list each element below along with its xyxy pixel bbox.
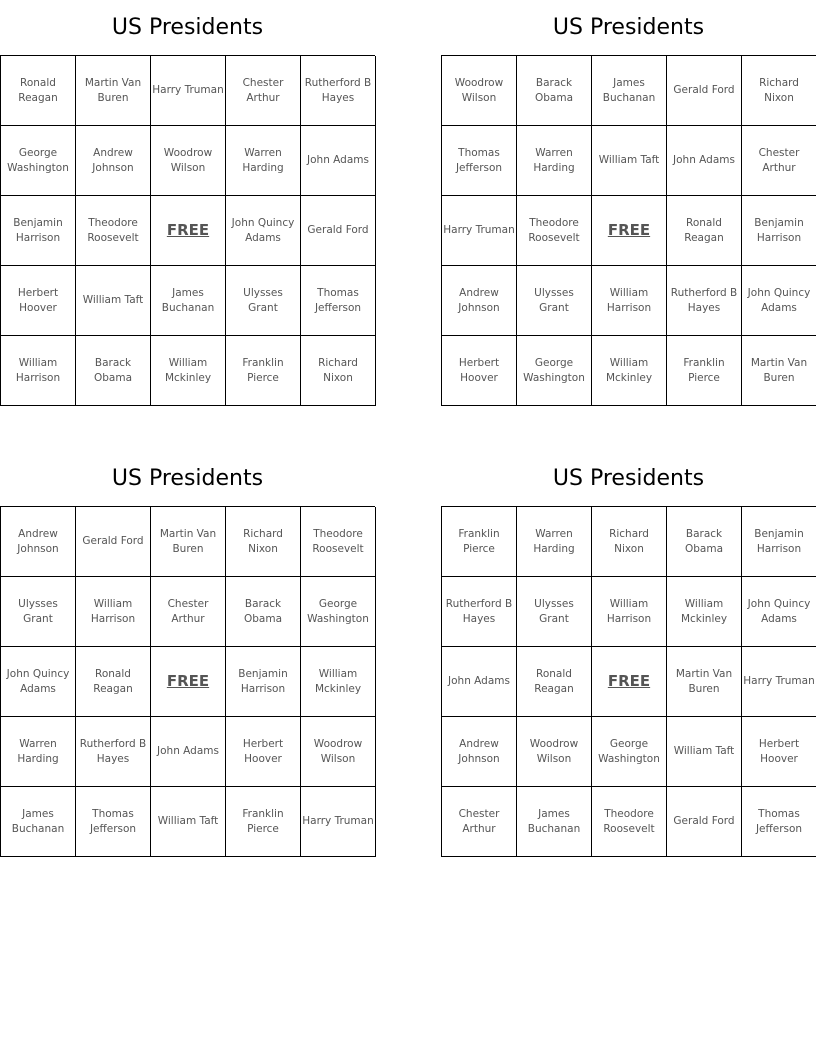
bingo-cell: Woodrow Wilson <box>151 126 226 196</box>
bingo-cell: Franklin Pierce <box>667 336 742 406</box>
bingo-cell: Martin Van Buren <box>742 336 816 406</box>
bingo-cell: Richard Nixon <box>742 56 816 126</box>
bingo-cell: Benjamin Harrison <box>742 507 816 577</box>
bingo-cell: Rutherford B Hayes <box>301 56 376 126</box>
bingo-cell: Herbert Hoover <box>226 717 301 787</box>
bingo-cell: Richard Nixon <box>226 507 301 577</box>
bingo-cell: William Harrison <box>592 577 667 647</box>
bingo-cell: Ronald Reagan <box>1 56 76 126</box>
bingo-cell: John Quincy Adams <box>742 266 816 336</box>
bingo-cell: Theodore Roosevelt <box>301 507 376 577</box>
bingo-cell: John Adams <box>442 647 517 717</box>
bingo-cell: Herbert Hoover <box>742 717 816 787</box>
bingo-cell: Franklin Pierce <box>226 787 301 857</box>
bingo-cell: William Mckinley <box>667 577 742 647</box>
bingo-cell: William Taft <box>592 126 667 196</box>
free-space: FREE <box>592 647 667 717</box>
bingo-cell: Harry Truman <box>442 196 517 266</box>
bingo-cell: Theodore Roosevelt <box>517 196 592 266</box>
bingo-cell: John Adams <box>151 717 226 787</box>
bingo-cell: Chester Arthur <box>151 577 226 647</box>
bingo-cell: William Mckinley <box>592 336 667 406</box>
bingo-cell: Ronald Reagan <box>76 647 151 717</box>
bingo-cell: James Buchanan <box>592 56 667 126</box>
bingo-cell: Benjamin Harrison <box>226 647 301 717</box>
bingo-cell: Barack Obama <box>226 577 301 647</box>
bingo-cell: William Taft <box>76 266 151 336</box>
bingo-cell: Harry Truman <box>151 56 226 126</box>
bingo-cell: Chester Arthur <box>226 56 301 126</box>
bingo-cell: Thomas Jefferson <box>76 787 151 857</box>
bingo-cell: William Taft <box>151 787 226 857</box>
bingo-cell: Chester Arthur <box>442 787 517 857</box>
bingo-cell: John Quincy Adams <box>1 647 76 717</box>
bingo-cell: Andrew Johnson <box>442 717 517 787</box>
bingo-cell: Ronald Reagan <box>667 196 742 266</box>
bingo-cell: Chester Arthur <box>742 126 816 196</box>
bingo-cell: Gerald Ford <box>301 196 376 266</box>
bingo-cell: Theodore Roosevelt <box>76 196 151 266</box>
bingo-card-3 <box>0 451 375 857</box>
bingo-cell: William Taft <box>667 717 742 787</box>
bingo-cell: Ulysses Grant <box>517 266 592 336</box>
bingo-cell: George Washington <box>517 336 592 406</box>
bingo-grid <box>0 55 375 406</box>
bingo-grid <box>0 506 375 857</box>
bingo-cell: Benjamin Harrison <box>742 196 816 266</box>
bingo-cell: Thomas Jefferson <box>742 787 816 857</box>
bingo-cell: William Mckinley <box>301 647 376 717</box>
bingo-cell: Warren Harding <box>1 717 76 787</box>
bingo-cell: Ronald Reagan <box>517 647 592 717</box>
bingo-cell: John Adams <box>667 126 742 196</box>
bingo-cell: William Harrison <box>76 577 151 647</box>
free-space: FREE <box>151 647 226 717</box>
bingo-cell: Ulysses Grant <box>1 577 76 647</box>
bingo-cell: George Washington <box>301 577 376 647</box>
card-title: US Presidents <box>552 466 705 491</box>
bingo-cell: John Adams <box>301 126 376 196</box>
card-title: US Presidents <box>111 466 264 491</box>
bingo-cell: Rutherford B Hayes <box>76 717 151 787</box>
bingo-cell: Warren Harding <box>517 126 592 196</box>
bingo-card-1 <box>0 0 375 406</box>
bingo-cell: Gerald Ford <box>667 56 742 126</box>
bingo-cell: Martin Van Buren <box>151 507 226 577</box>
bingo-cell: James Buchanan <box>1 787 76 857</box>
bingo-cell: Richard Nixon <box>592 507 667 577</box>
bingo-cell: Rutherford B Hayes <box>667 266 742 336</box>
bingo-cell: Woodrow Wilson <box>442 56 517 126</box>
bingo-cell: Andrew Johnson <box>442 266 517 336</box>
bingo-grid <box>441 506 816 857</box>
bingo-cell: Andrew Johnson <box>76 126 151 196</box>
bingo-cell: Martin Van Buren <box>667 647 742 717</box>
bingo-card-4 <box>441 451 816 857</box>
bingo-cell: George Washington <box>1 126 76 196</box>
bingo-cell: Benjamin Harrison <box>1 196 76 266</box>
bingo-cell: John Quincy Adams <box>742 577 816 647</box>
bingo-cell: Richard Nixon <box>301 336 376 406</box>
bingo-cell: Woodrow Wilson <box>301 717 376 787</box>
bingo-cell: Thomas Jefferson <box>301 266 376 336</box>
free-space: FREE <box>151 196 226 266</box>
bingo-cell: Ulysses Grant <box>226 266 301 336</box>
bingo-card-2 <box>441 0 816 406</box>
bingo-cell: George Washington <box>592 717 667 787</box>
bingo-cell: Harry Truman <box>301 787 376 857</box>
bingo-cell: Barack Obama <box>76 336 151 406</box>
bingo-cell: Warren Harding <box>226 126 301 196</box>
bingo-cell: Herbert Hoover <box>442 336 517 406</box>
bingo-cell: Andrew Johnson <box>1 507 76 577</box>
bingo-cell: John Quincy Adams <box>226 196 301 266</box>
bingo-cell: Warren Harding <box>517 507 592 577</box>
bingo-cell: Martin Van Buren <box>76 56 151 126</box>
bingo-cell: James Buchanan <box>517 787 592 857</box>
bingo-cell: Harry Truman <box>742 647 816 717</box>
bingo-cell: William Mckinley <box>151 336 226 406</box>
bingo-cell: William Harrison <box>1 336 76 406</box>
bingo-cell: Gerald Ford <box>667 787 742 857</box>
card-title: US Presidents <box>111 15 264 40</box>
card-title: US Presidents <box>552 15 705 40</box>
bingo-cell: Ulysses Grant <box>517 577 592 647</box>
bingo-grid <box>441 55 816 406</box>
bingo-cell: Theodore Roosevelt <box>592 787 667 857</box>
bingo-cell: Barack Obama <box>517 56 592 126</box>
bingo-cell: William Harrison <box>592 266 667 336</box>
bingo-cell: James Buchanan <box>151 266 226 336</box>
free-space: FREE <box>592 196 667 266</box>
bingo-cell: Barack Obama <box>667 507 742 577</box>
bingo-cell: Rutherford B Hayes <box>442 577 517 647</box>
bingo-cell: Woodrow Wilson <box>517 717 592 787</box>
bingo-cell: Herbert Hoover <box>1 266 76 336</box>
bingo-cell: Gerald Ford <box>76 507 151 577</box>
bingo-cell: Thomas Jefferson <box>442 126 517 196</box>
bingo-cell: Franklin Pierce <box>226 336 301 406</box>
bingo-cell: Franklin Pierce <box>442 507 517 577</box>
